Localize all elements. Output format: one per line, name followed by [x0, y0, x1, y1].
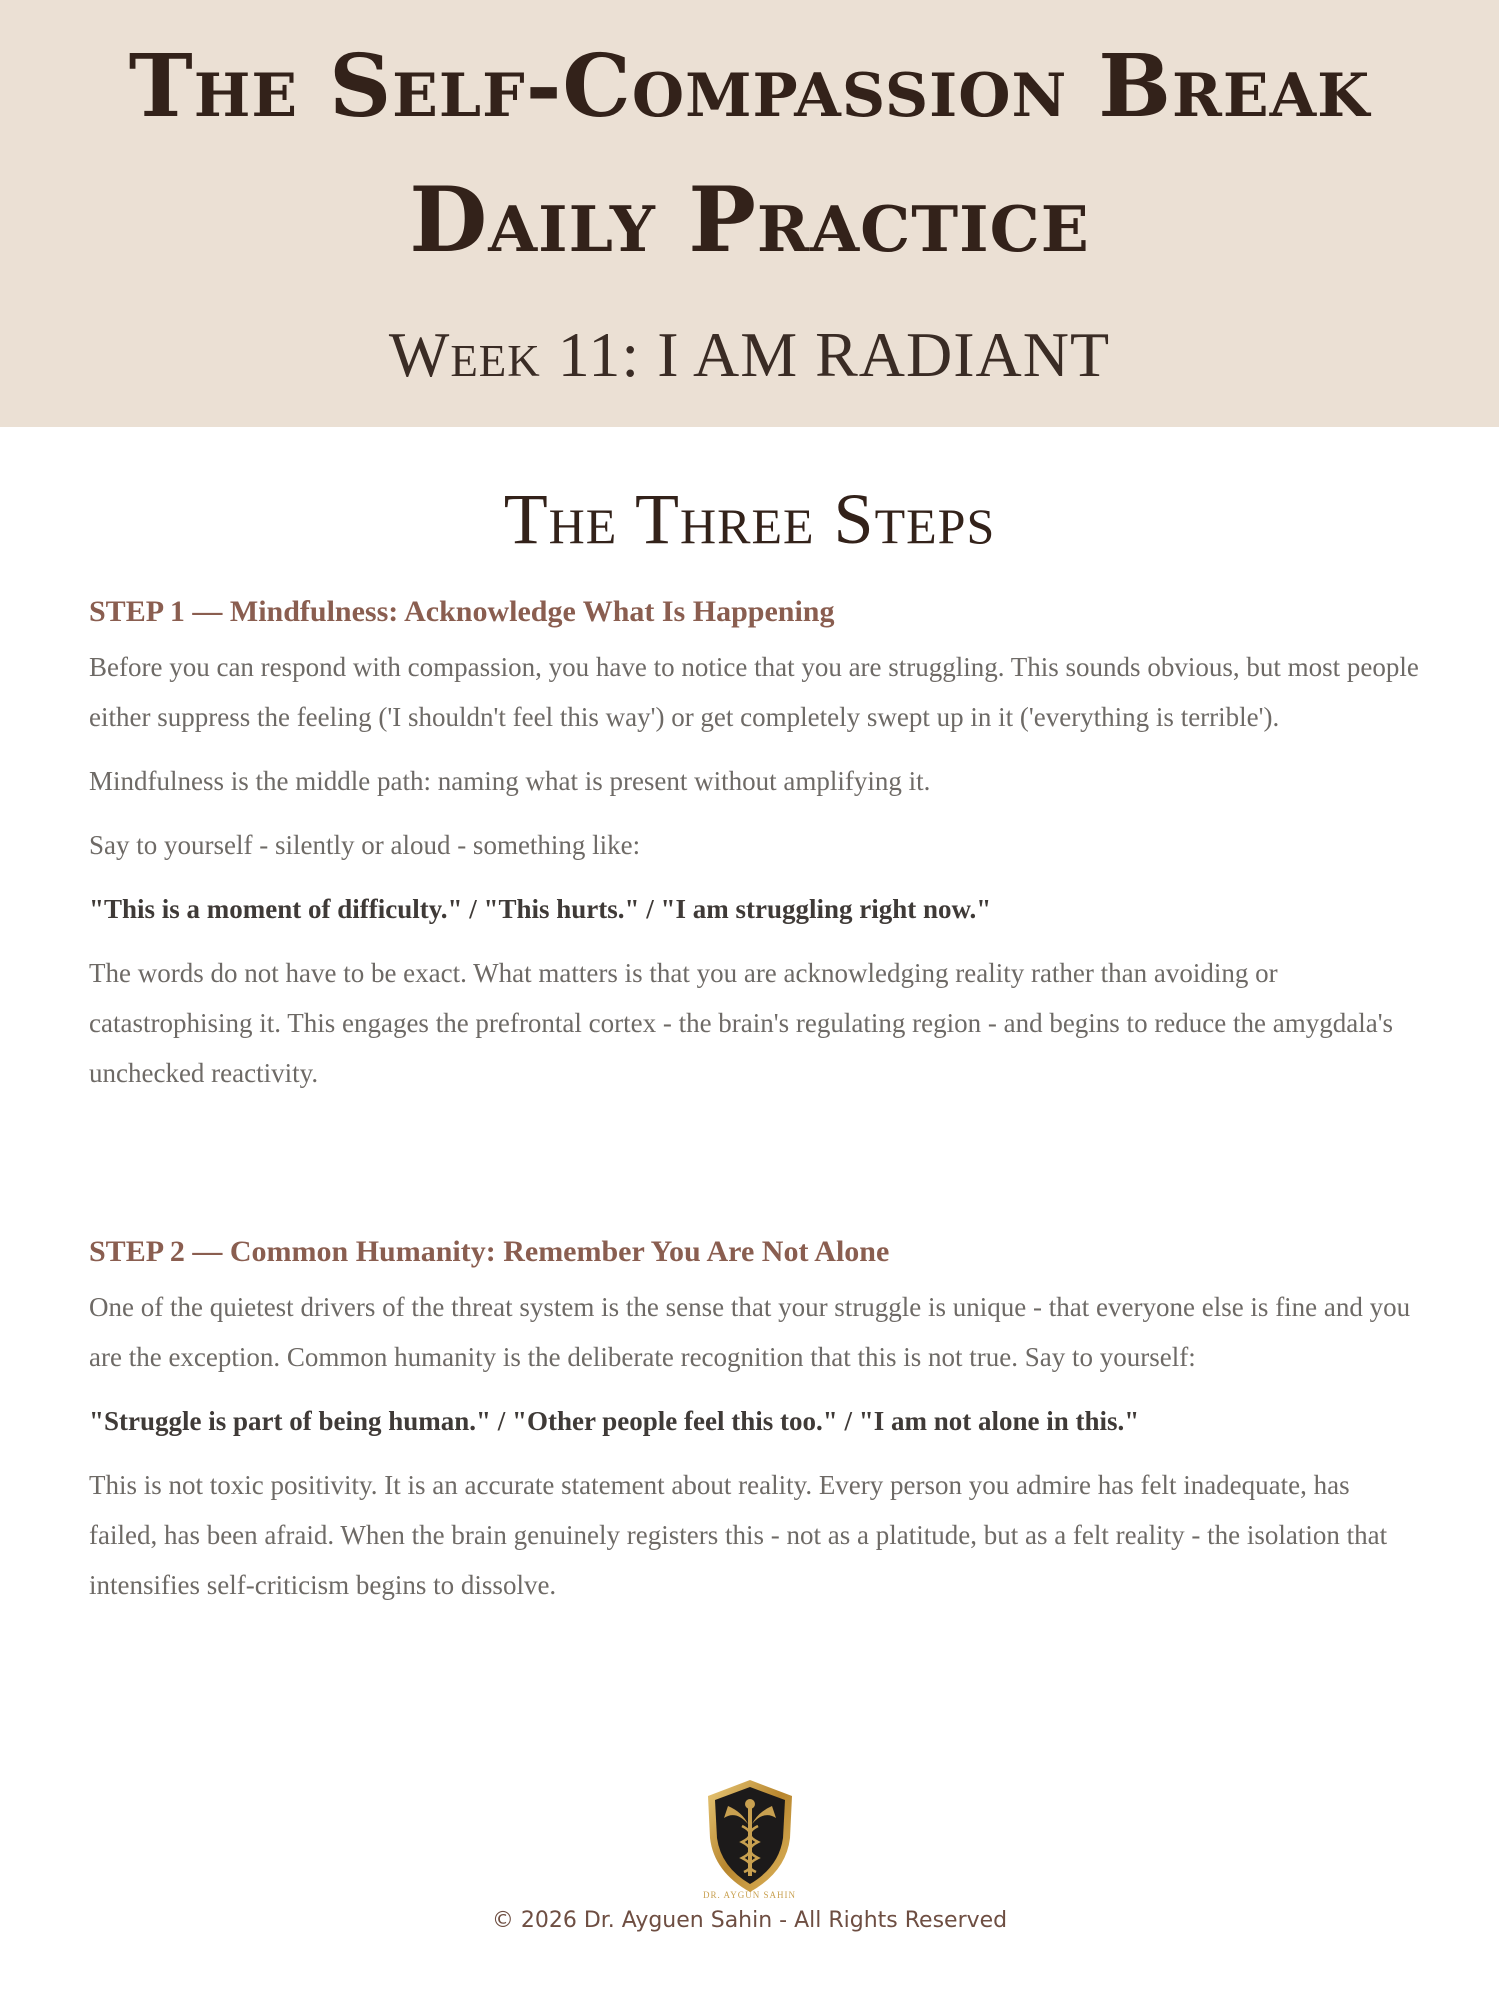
- shield-logo-icon: [702, 1776, 798, 1906]
- step2-quote: "Struggle is part of being human." / "Other people feel this too." / "I am not alone in this.": [89, 1406, 1140, 1436]
- logo: [702, 1776, 798, 1906]
- step1-paragraph-1: Before you can respond with compassion, you have to notice that you are struggling. This sounds obvious, but most people either suppress the feeling ('I shouldn't feel this way') or get completely swept up in it ('everything is terrible').: [89, 652, 1419, 732]
- step1-heading: STEP 1 — Mindfulness: Acknowledge What Is Happening: [89, 595, 835, 628]
- step2-section: [89, 1230, 1419, 1624]
- step2-paragraph-2: This is not toxic positivity. It is an accurate statement about reality. Every person you admire has felt inadequate, has failed, has been afraid. When the brain genuinely registers this - not as a platitude, but as a felt reality - the isolation that intensifies self-criticism begins to dissolve.: [89, 1470, 1388, 1600]
- header-banner: [0, 0, 1499, 427]
- copyright: © 2026 Dr. Ayguen Sahin - All Rights Reserved: [491, 1908, 1008, 1933]
- logo-caption: DR. AYGUN SAHIN: [703, 1890, 796, 1900]
- week-subtitle: Week 11: I AM RADIANT: [388, 319, 1111, 390]
- step1-section: [89, 590, 1419, 1112]
- page-title-line2: Daily Practice: [409, 167, 1090, 273]
- step1-quote: "This is a moment of difficulty." / "This hurts." / "I am struggling right now.": [89, 894, 992, 924]
- step1-paragraph-3: Say to yourself - silently or aloud - something like:: [89, 830, 641, 860]
- step1-paragraph-2: Mindfulness is the middle path: naming what is present without amplifying it.: [89, 766, 931, 796]
- step2-paragraph-1: One of the quietest drivers of the threat system is the sense that your struggle is unique - that everyone else is fine and you are the exception. Common humanity is the deliberate recognition that this is not true. Say to yourself:: [89, 1292, 1411, 1372]
- step1-paragraph-4: The words do not have to be exact. What matters is that you are acknowledging reality rather than avoiding or catastrophising it. This engages the prefrontal cortex - the brain's regulating region - and begins to reduce the amygdala's unchecked reactivity.: [89, 958, 1394, 1088]
- page-title-line1: The Self-Compassion Break: [128, 36, 1371, 137]
- section-title: The Three Steps: [503, 479, 996, 559]
- step2-heading: STEP 2 — Common Humanity: Remember You Are Not Alone: [89, 1235, 890, 1268]
